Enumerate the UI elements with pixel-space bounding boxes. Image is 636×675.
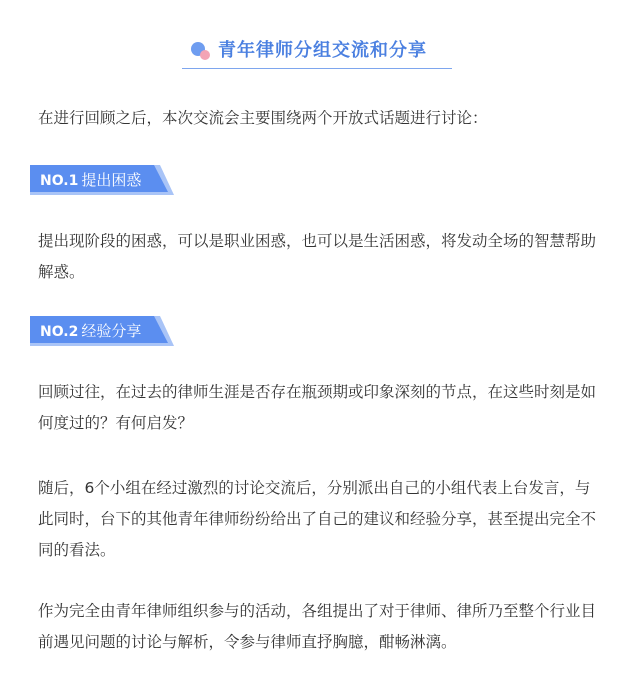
section-header-underline [182,38,452,69]
section-tag-number: NO.1 [40,173,79,189]
followup-paragraph: 随后，6个小组在经过激烈的讨论交流后，分别派出自己的小组代表上台发言，与此同时，台下的其他青年律师纷纷给出了自己的建议和经验分享，甚至提出完全不同的看法。 [38,479,597,559]
page-title: 青年律师分组交流和分享 [218,40,427,61]
bubble-dots-icon [190,40,212,62]
section-tag-2 [30,316,180,346]
section-tag-label [40,316,141,347]
section-tag-title: 提出困惑 [81,171,142,189]
section-1-body: 提出现阶段的困惑，可以是职业困惑，也可以是生活困惑，将发动全场的智慧帮助解惑。 [38,232,597,281]
closing-paragraph: 作为完全由青年律师组织参与的活动，各组提出了对于律师、律所乃至整个行业目前遇见问题的讨论与解析，令参与律师直抒胸臆，酣畅淋漓。 [38,602,597,651]
section-tag-number: NO.2 [40,324,79,340]
section-header [0,38,636,70]
section-tag-1 [30,165,180,195]
section-tag-title: 经验分享 [81,322,142,340]
section-2-body: 回顾过往，在过去的律师生涯是否存在瓶颈期或印象深刻的节点，在这些时刻是如何度过的？有何启发？ [38,383,597,432]
intro-paragraph: 在进行回顾之后，本次交流会主要围绕两个开放式话题进行讨论： [38,109,488,127]
section-tag-label [40,165,141,196]
